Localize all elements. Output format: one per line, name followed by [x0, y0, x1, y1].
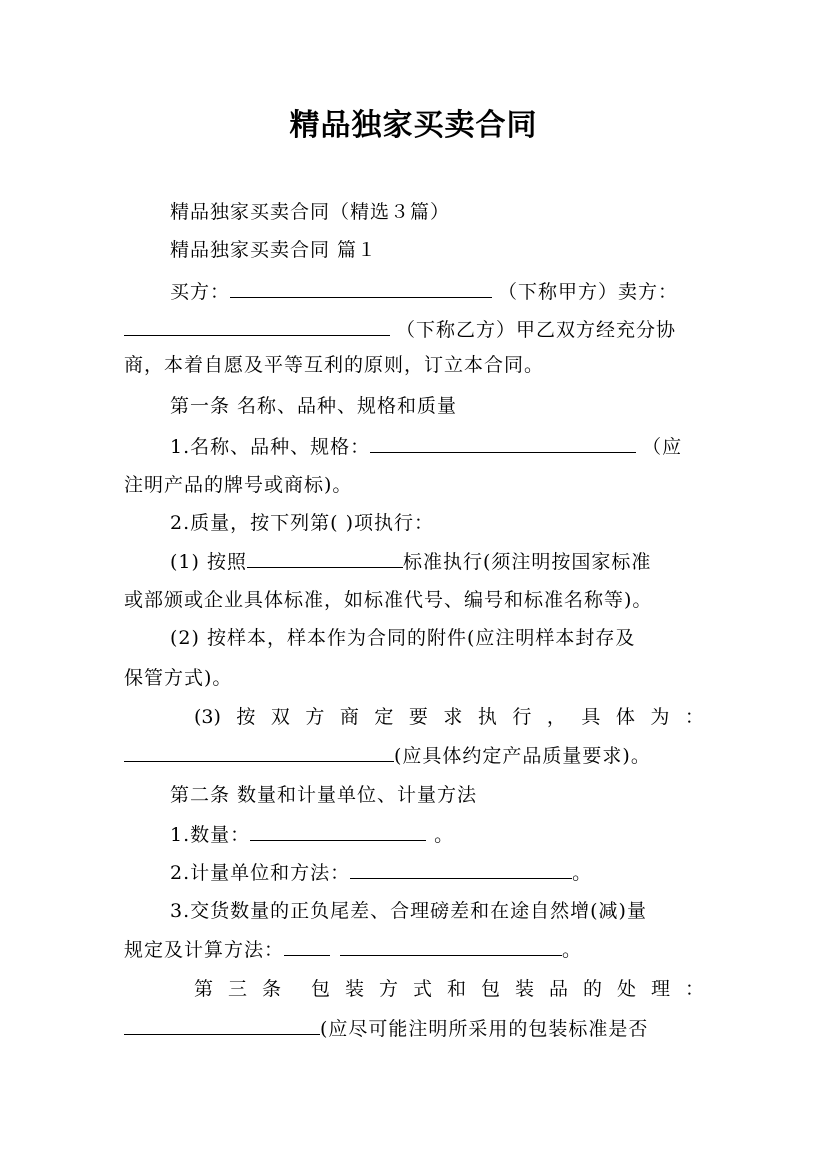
text: （下称甲方）卖方：	[498, 281, 679, 303]
calc-line	[124, 937, 704, 962]
text: 2.计量单位和方法：	[170, 862, 351, 884]
char: 方	[378, 978, 398, 1000]
paragraph-line	[124, 666, 704, 690]
char: 为	[650, 706, 670, 728]
quantity-blank	[250, 822, 426, 841]
tolerance-line	[170, 899, 704, 923]
article-2-heading	[170, 783, 704, 807]
char: ：	[684, 706, 704, 728]
quantity-line	[170, 822, 704, 847]
buyer-line	[170, 279, 704, 304]
char: 具	[581, 706, 601, 728]
text: 精品独家买卖合同 篇１	[170, 239, 378, 261]
text: 或部颁或企业具体标准，如标准代号、编号和标准名称等)。	[124, 589, 653, 611]
item-2-line	[170, 511, 704, 535]
paragraph-line	[124, 588, 704, 612]
sub-item-1-line	[170, 549, 704, 574]
char: 式	[412, 978, 432, 1000]
text: 3.交货数量的正负尾差、合理磅差和在途自然增(减)量	[170, 900, 647, 922]
text: 。	[562, 939, 583, 961]
text: 买方：	[170, 281, 231, 303]
paragraph-line	[124, 473, 704, 497]
paragraph-line	[124, 353, 704, 377]
char: 三	[228, 978, 248, 1000]
text: 商，本着自愿及平等互利的原则，订立本合同。	[124, 354, 545, 376]
char: 和	[446, 978, 466, 1000]
spec-blank	[370, 434, 636, 453]
char: 按	[236, 706, 256, 728]
text: 。	[434, 824, 455, 846]
char: 条	[262, 978, 282, 1000]
char: 第	[194, 978, 214, 1000]
char: 的	[582, 978, 602, 1000]
seller-blank	[124, 317, 390, 336]
calc-blank	[340, 937, 562, 956]
text: 精品独家买卖合同（精选３篇）	[170, 201, 451, 223]
item-1-line	[170, 434, 704, 459]
sub-item-3-line	[194, 705, 704, 729]
buyer-blank	[230, 279, 492, 298]
text: （应	[642, 436, 683, 458]
char: 执	[477, 706, 497, 728]
unit-blank	[350, 860, 572, 879]
quality-blank	[124, 743, 394, 762]
text: (1) 按照	[170, 551, 247, 573]
char: 处	[616, 978, 636, 1000]
text: 第二条 数量和计量单位、计量方法	[170, 784, 478, 806]
char: 包	[480, 978, 500, 1000]
char: 要	[408, 706, 428, 728]
char: 定	[374, 706, 394, 728]
char: 方	[305, 706, 325, 728]
char: 求	[443, 706, 463, 728]
text: 规定及计算方法：	[124, 939, 285, 961]
char: 包	[310, 978, 330, 1000]
char: ：	[684, 978, 704, 1000]
article-3-heading	[194, 977, 704, 1001]
text: 1.名称、品种、规格：	[170, 436, 371, 458]
text: (2) 按样本，样本作为合同的附件(应注明样本封存及	[170, 627, 636, 649]
char: 装	[344, 978, 364, 1000]
text: 标准执行(须注明按国家标准	[402, 551, 652, 573]
char: ，	[546, 706, 566, 728]
text: (应具体约定产品质量要求)。	[394, 745, 651, 767]
calc-blank-short	[284, 937, 330, 956]
char: 体	[615, 706, 635, 728]
char: 理	[650, 978, 670, 1000]
standard-blank	[247, 549, 403, 568]
text: 注明产品的牌号或商标)。	[124, 474, 353, 496]
text: 1.数量：	[170, 824, 251, 846]
seller-line	[124, 317, 704, 342]
sub-item-2-line	[170, 626, 704, 650]
char: 品	[548, 978, 568, 1000]
text: （下称乙方）甲乙双方经充分协	[396, 319, 677, 341]
text: 2.质量，按下列第( )项执行：	[170, 512, 434, 534]
subtitle-line	[170, 200, 704, 224]
section-heading	[170, 238, 704, 262]
char: (3)	[194, 706, 221, 728]
char: 行	[512, 706, 532, 728]
char: 装	[514, 978, 534, 1000]
text: 。	[572, 862, 593, 884]
document-title: 精品独家买卖合同	[289, 108, 538, 143]
char: 双	[270, 706, 290, 728]
text: (应尽可能注明所采用的包装标准是否	[320, 1018, 649, 1040]
quality-line	[124, 743, 704, 768]
packaging-blank	[124, 1016, 320, 1035]
text: 第一条 名称、品种、规格和质量	[170, 395, 458, 417]
article-1-heading	[170, 394, 704, 418]
packaging-line	[124, 1016, 704, 1041]
unit-line	[170, 860, 704, 885]
text: 保管方式)。	[124, 667, 233, 689]
char: 商	[339, 706, 359, 728]
